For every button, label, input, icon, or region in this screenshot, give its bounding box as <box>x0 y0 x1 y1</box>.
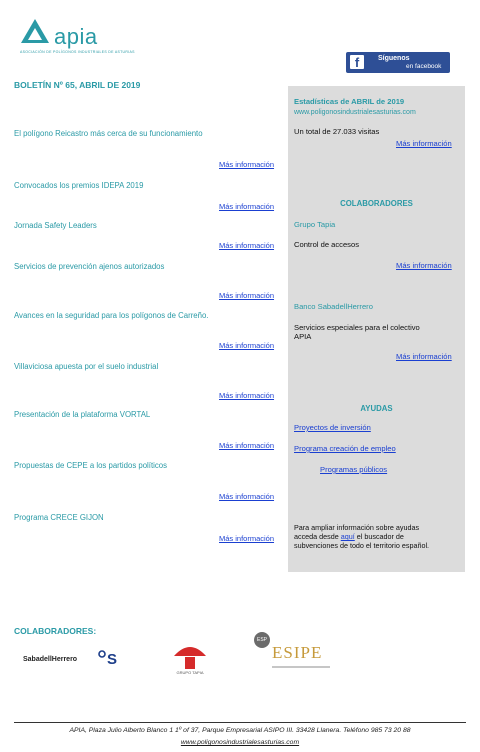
more-info-link[interactable]: Más información <box>219 202 275 211</box>
ayudas-info-line: subvenciones de todo el territorio español. <box>294 541 430 550</box>
stats-title: Estadísticas de ABRIL de 2019 <box>294 97 405 106</box>
news-title[interactable]: Propuestas de CEPE a los partidos políticos <box>14 461 167 470</box>
ayudas-link[interactable]: Programa creación de empleo <box>294 444 396 453</box>
esipe-logo[interactable] <box>254 632 334 674</box>
aqui-link[interactable]: aquí <box>340 532 355 541</box>
stats-visits: Un total de 27.033 visitas <box>294 127 380 136</box>
svg-text:S: S <box>107 651 118 667</box>
stats-more-info-link[interactable]: Más información <box>396 139 452 148</box>
ayudas-info-line: Para ampliar información sobre ayudas <box>294 523 420 532</box>
ayudas-link[interactable]: Programas públicos <box>320 465 388 474</box>
more-info-link[interactable]: Más información <box>219 160 275 169</box>
collaborator-name[interactable]: Grupo Tapia <box>294 220 336 229</box>
ayudas-heading: AYUDAS <box>360 404 393 413</box>
more-info-link[interactable]: Más información <box>219 441 275 450</box>
collaborator-description: Control de accesos <box>294 240 360 249</box>
more-info-link[interactable]: Más información <box>219 492 275 501</box>
ayudas-info-line <box>294 532 404 541</box>
os-logo-icon <box>98 647 124 667</box>
grupo-tapia-logo[interactable] <box>170 640 210 678</box>
footer-address: APIA, Plaza Julio Alberto Blanco 1 1º of 37, Parque Empresarial ASIPO III. 33428 Llanera. Teléfono 985 73 20 88 <box>69 727 411 734</box>
stats-url[interactable]: www.poligonosindustrialesasturias.com <box>294 109 416 116</box>
more-info-link[interactable]: Más información <box>219 291 275 300</box>
more-info-link[interactable]: Más información <box>219 391 275 400</box>
facebook-label-1: Síguenos <box>378 55 410 62</box>
sabadell-logo-text: SabadellHerrero <box>23 656 78 663</box>
logo-text: apia <box>54 24 98 49</box>
ayudas-link[interactable]: Proyectos de inversión <box>294 423 371 432</box>
more-info-link[interactable]: Más información <box>219 341 275 350</box>
logo-subtitle: ASOCIACIÓN DE POLÍGONOS INDUSTRIALES DE ASTURIAS <box>20 50 135 54</box>
esipe-logo-text: ESIPE <box>272 643 323 662</box>
collaborators-heading: COLABORADORES: <box>14 626 97 636</box>
esipe-tagline <box>272 666 330 668</box>
news-title[interactable]: El polígono Reicastro más cerca de su funcionamiento <box>14 129 203 138</box>
news-title[interactable]: Programa CRECE GIJON <box>14 513 104 522</box>
sidebar-panel <box>288 86 465 572</box>
tapia-icon <box>170 640 210 670</box>
facebook-icon: f <box>350 55 364 69</box>
news-title[interactable]: Servicios de prevención ajenos autorizados <box>14 262 165 271</box>
collaborator-description: APIA <box>294 332 312 341</box>
bulletin-title: BOLETÍN Nº 65, ABRIL DE 2019 <box>14 80 141 90</box>
ayudas-info-text: acceda desde <box>294 532 341 541</box>
more-info-link[interactable]: Más información <box>219 241 275 250</box>
facebook-label-2: en facebook <box>406 63 442 70</box>
os-logo[interactable] <box>98 647 124 667</box>
footer-url-link[interactable]: www.poligonosindustrialesasturias.com <box>180 739 300 746</box>
footer-divider <box>14 722 466 723</box>
news-title[interactable]: Villaviciosa apuesta por el suelo industrial <box>14 362 159 371</box>
facebook-follow-button[interactable] <box>346 52 450 73</box>
apia-triangle-icon <box>20 18 50 44</box>
tapia-logo-text: GRUPO TAPIA <box>176 670 204 675</box>
collaborator-more-info-link[interactable]: Más información <box>396 352 452 361</box>
collaborator-description: Servicios especiales para el colectivo <box>294 323 420 332</box>
sabadell-logo[interactable] <box>23 656 77 663</box>
collaborator-more-info-link[interactable]: Más información <box>396 261 452 270</box>
esipe-badge-icon: ESP <box>254 632 270 648</box>
news-title[interactable]: Convocados los premios IDEPA 2019 <box>14 181 144 190</box>
ayudas-info-text: el buscador de <box>354 532 404 541</box>
more-info-link[interactable]: Más información <box>219 534 275 543</box>
news-title[interactable]: Jornada Safety Leaders <box>14 221 97 230</box>
news-title[interactable]: Avances en la seguridad para los polígonos de Carreño. <box>14 311 209 320</box>
colaboradores-heading: COLABORADORES <box>340 199 413 208</box>
footer-url[interactable] <box>0 739 480 746</box>
collaborator-name[interactable]: Banco SabadellHerrero <box>294 302 373 311</box>
news-title[interactable]: Presentación de la plataforma VORTAL <box>14 410 151 419</box>
